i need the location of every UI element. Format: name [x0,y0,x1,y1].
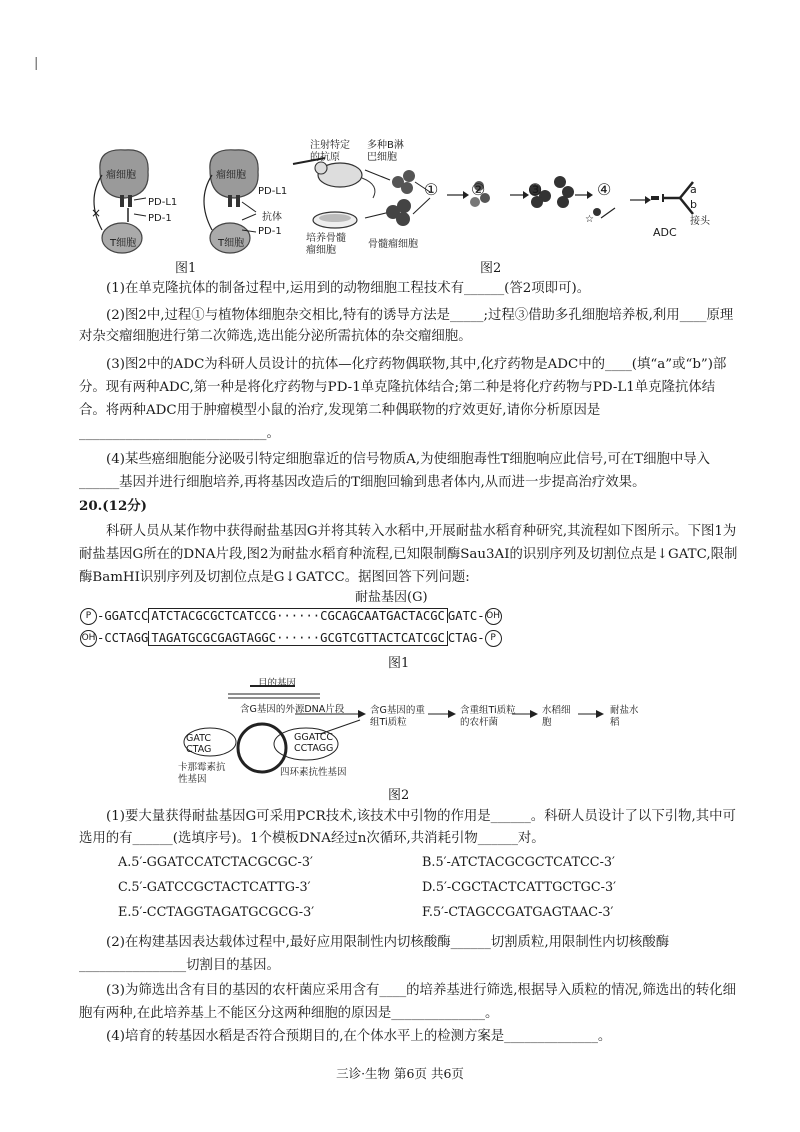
gene-box-bottom: TAGATGCGCGAGTAGGC······GCGTCGTTACTCATCGC [148,631,448,646]
q20-fig2-target-gene: 目的基因 [258,678,297,689]
inhibit-arrow-left [94,175,102,230]
fig2-bcell-label: 多种B淋巴细胞 [367,140,404,163]
dna-strand-bottom: OH -CCTAGG TAGATGCGCGAGTAGGC······GCGTCGTTACTCATCGC CTAG- P [80,630,502,647]
gene-box-top: ATCTACGCGCTCATCCG······CGCAGCAATGACTACGC [148,608,448,623]
fig2-step-3: ③ [528,180,543,199]
option-c: C.5′-GATCCGCTACTCATTG-3′ [118,880,311,895]
q20-fig1-title: 耐盐基因(G) [355,590,428,605]
q19-part-3: (3)图2中的ADC为科研人员设计的抗体—化疗药物偶联物,其中,化疗药物是ADC中的____(填“a”或“b”)部分。现有两种ADC,第一种是将化疗药物与PD-1单克隆抗体结合;第二种是将化疗药物与PD-L1单克隆抗体结合。将两种ADC用于肿瘤模型小鼠的治疗,发现第二种偶联物的疗效更好,请你分析原因是____________________________。 [79,357,727,441]
page-footer: 三诊·生物 第6页 共6页 [336,1066,464,1081]
dna-strand-top: P -GGATCC ATCTACGCGCTCATCCG······CGCAGCAATGACTACGC GATC- OH [80,608,502,625]
fig1-cell-left-label: 瘤细胞 [106,170,136,181]
fig2-inject-label: 注射特定的抗原 [310,140,350,163]
fig1-pdl1-right: PD-L1 [258,186,288,197]
fig2-step-1: ① [424,180,439,199]
phosphate-icon: P [80,608,97,625]
option-a: A.5′-GGATCCATCTACGCGC-3′ [118,855,313,870]
q20-fig2-tet: 四环素抗性基因 [280,767,347,778]
plasmid-ring [238,724,286,772]
q20-part-3: (3)为筛选出含有目的基因的农杆菌应采用含有____的培养基进行筛选,根据导入质粒的情况,筛选出的转化细胞有两种,在此培养基上不能区分这两种细胞的原因是______________。 [79,983,737,1021]
q20-part-1: (1)要大量获得耐盐基因G可采用PCR技术,该技术中引物的作用是______。科研人员设计了以下引物,其中可选用的有______(选填序号)。1个模板DNA经过n次循环,共消耗引物______对。 [79,809,736,846]
receptor-left-1 [120,195,124,207]
q20-fig2-fragment: 含G基因的外源DNA片段 [240,704,345,715]
fig2-myeloma-label: 骨髓瘤细胞 [368,239,418,250]
fig2-culture-label: 培养骨髓瘤细胞 [306,233,346,256]
phosphate-icon: P [485,630,502,647]
fig1-cell-right-label: 瘤细胞 [216,170,246,181]
fig1-antibody: 抗体 [262,212,282,223]
q20-part-2: (2)在构建基因表达载体过程中,最好应用限制性内切核酸酶______切割质粒,用限制性内切核酸酶________________切割目的基因。 [79,935,670,973]
q20-fig2-caption: 图2 [388,788,410,803]
fig2-step-4: ④ [597,180,612,199]
q20-fig2-rice: 耐盐水稻 [610,705,639,728]
fig2-caption: 图2 [480,261,502,276]
fig1-tcell-right: T细胞 [218,238,245,249]
q20-fig2-ctag: CTAG [186,744,212,755]
option-e: E.5′-CCTAGGTAGATGCGCG-3′ [118,905,315,920]
option-f: F.5′-CTAGCCGATGAGTAAC-3′ [422,905,614,920]
q20-fig2-ggatcc: GGATCC [294,732,333,743]
q19-part-4: (4)某些癌细胞能分泌吸引特定细胞靠近的信号物质A,为使细胞毒性T细胞响应此信号,可在T细胞中导入______基因并进行细胞培养,再将基因改造后的T细胞回输到患者体内,从而进一步提高治疗效果。 [79,452,711,490]
fig2-label-a: a [690,183,697,196]
q20-heading: 20.(12分) [79,498,147,514]
q20-fig2-kan: 卡那霉素抗性基因 [178,762,226,785]
adc-antibody-icon [651,182,693,214]
fig2-adc-label: ADC [653,226,677,239]
q20-fig2-gatc: GATC [186,733,212,744]
q20-fig1-caption: 图1 [388,656,410,671]
fig1-x-mark: × [91,206,102,220]
option-d: D.5′-CGCTACTCATTGCTGC-3′ [422,880,617,895]
fig2-joint-label: 接头 [690,216,710,227]
q20-fig2-agro: 含重组Ti质粒的农杆菌 [460,705,516,728]
q20-fig2-cctagg: CCTAGG [294,743,334,754]
q20-fig2-rice-cell: 水稻细胞 [542,705,571,728]
q20-intro: 科研人员从某作物中获得耐盐基因G并将其转入水稻中,开展耐盐水稻育种研究,其流程如下图所示。下图1为耐盐基因G所在的DNA片段,图2为耐盐水稻育种流程,已知限制酶Sau3AⅠ的识别序列及切割位点是↓GATC,限制酶BamHⅠ识别序列及切割位点是G↓GATCC。据图回答下列问题: [79,524,738,585]
fig1-caption: 图1 [175,261,197,276]
hydroxyl-icon: OH [485,608,502,625]
q19-part-2: (2)图2中,过程①与植物体细胞杂交相比,特有的诱导方法是_____;过程③借助多孔细胞培养板,利用____原理对杂交瘤细胞进行第二次筛选,选出能分泌所需抗体的杂交瘤细胞。 [79,308,734,344]
fig1-pd1-right: PD-1 [258,226,282,237]
receptor-left-2 [128,195,132,207]
q19-part-1: (1)在单克隆抗体的制备过程中,运用到的动物细胞工程技术有______(答2项即可)。 [106,281,591,296]
fig1-pdl1-left: PD-L1 [148,197,178,208]
fig1-pd1-left: PD-1 [148,213,172,224]
fig1-tcell-left: T细胞 [110,238,137,249]
q20-part-4: (4)培育的转基因水稻是否符合预期目的,在个体水平上的检测方案是______________。 [106,1029,612,1044]
fig2-label-b: b [690,198,697,211]
fig2-step-2: ② [471,180,486,199]
option-b: B.5′-ATCTACGCGCTCATCC-3′ [422,855,615,870]
svg-text:☆: ☆ [585,214,594,225]
hydroxyl-icon: OH [80,630,97,647]
q20-fig2-recomb: 含G基因的重组Ti质粒 [370,705,425,728]
margin-mark: | [34,56,39,71]
